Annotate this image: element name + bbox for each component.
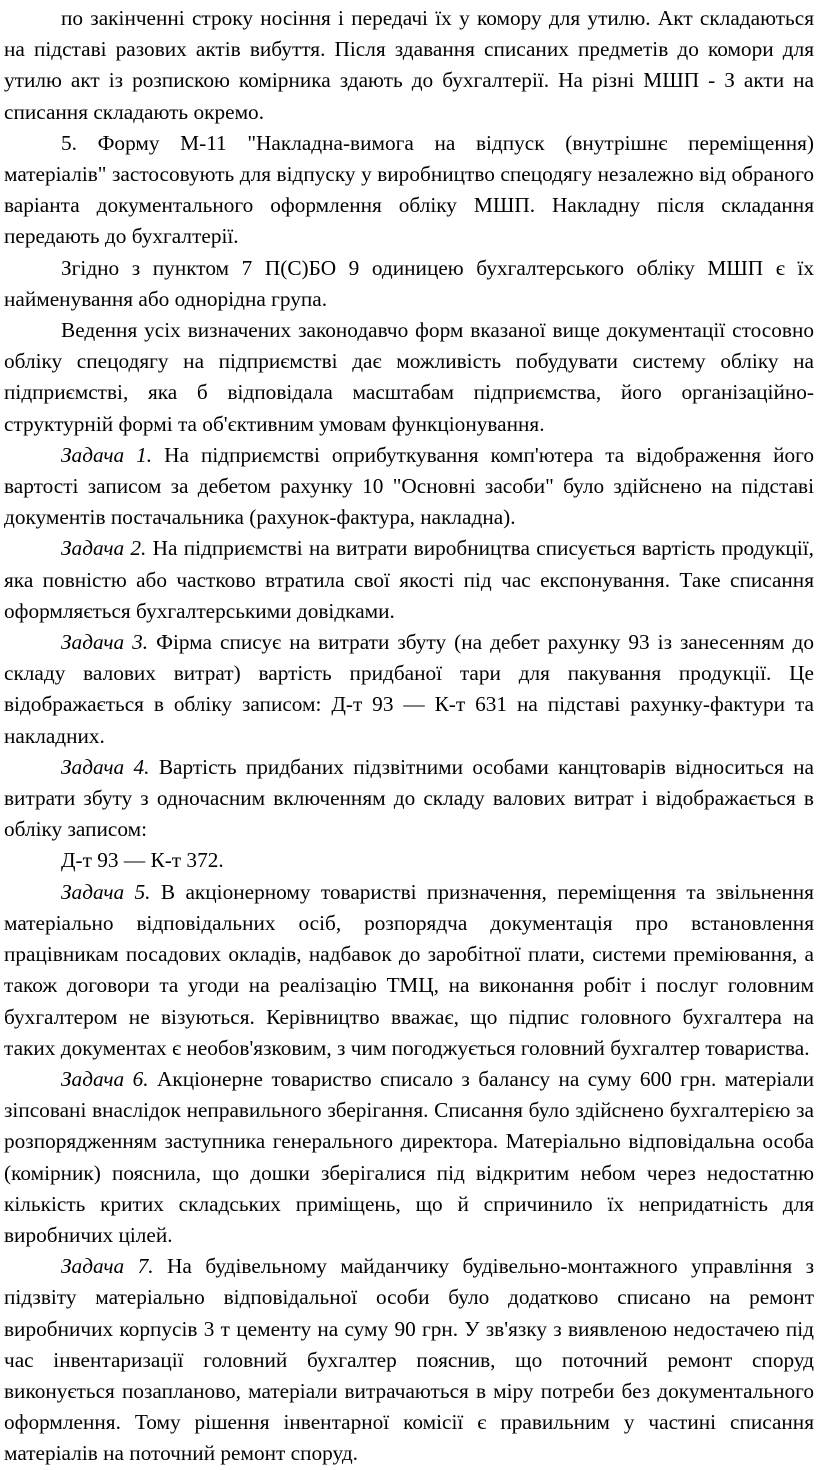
task-text: Вартість придбаних підзвітними особами канцтоварів відноситься на витрати збуту з одночасним включенням до складу валових витрат і відображається в обліку записом:	[4, 754, 814, 842]
paragraph-text: Згідно з пунктом 7 П(С)БО 9 одиницею бухгалтерського обліку МШП є їх найменування або однорідна група.	[4, 255, 814, 311]
task-5	[4, 877, 814, 1064]
paragraph-form-m11	[4, 128, 814, 253]
task-label: Задача 1.	[61, 442, 153, 467]
task-2	[4, 533, 814, 627]
task-7	[4, 1251, 814, 1469]
task-text: На підприємстві оприбуткування комп'ютера та відображення його вартості записом за дебетом рахунку 10 "Основні засоби" було здійснено на підставі документів постачальника (рахунок-фактура, накладна).	[4, 442, 814, 530]
task-4	[4, 752, 814, 846]
paragraph-accounting-unit	[4, 253, 814, 315]
task-text: Акціонерне товариство списало з балансу на суму 600 грн. матеріали зіпсовані внаслідок неправильного зберігання. Списання було здійснено бухгалтерією за розпорядженням заступника генерального директора. Матеріально відповідальна особа (комірник) пояснила, що дошки зберігалися під відкритим небом через недостатню кількість критих складських приміщень, що й спричинило їх непридатність для виробничих цілей.	[4, 1066, 814, 1247]
paragraph-continuation	[4, 3, 814, 128]
task-text: В акціонерному товаристві призначення, переміщення та звільнення матеріально відповідальних осіб, розпорядча документація про встановлення працівникам посадових окладів, надбавок до заробітної плати, системи преміювання, а також договори та угоди на реалізацію ТМЦ, на виконання робіт і послуг головним бухгалтером не візуються. Керівництво вважає, що підпис головного бухгалтера на таких документах є необов'язковим, з чим погоджується головний бухгалтер товариства.	[4, 879, 814, 1060]
paragraph-documentation	[4, 315, 814, 440]
task-3	[4, 627, 814, 752]
paragraph-text: Д-т 93 — К-т 372.	[61, 848, 224, 873]
task-1	[4, 440, 814, 534]
task-text: Фірма списує на витрати збуту (на дебет рахунку 93 із занесенням до складу валових витрат) вартість придбаної тари для пакування продукції. Це відображається в обліку записом: Д-т 93 — К-т 631 на підставі рахунку-фактури та накладних.	[4, 630, 814, 748]
task-text: На будівельному майданчику будівельно-монтажного управління з підзвіту матеріально відповідальної особи було додатково списано на ремонт виробничих корпусів 3 т цементу на суму 90 грн. У зв'язку з виявленою недостачею під час інвентаризації головний бухгалтер пояснив, що поточний ремонт споруд виконується позапланово, матеріали витрачаються в міру потреби без документального оформлення. Тому рішення інвентарної комісії є правильним у частині списання матеріалів на поточний ремонт споруд.	[4, 1254, 814, 1466]
task-label: Задача 2.	[61, 536, 147, 561]
paragraph-text: Ведення усіх визначених законодавчо форм вказаної вище документації стосовно обліку спецодягу на підприємстві дає можливість побудувати систему обліку на підприємстві, яка б відповідала масштабам підприємства, його організаційно-структурній формі та об'єктивним умовам функціонування.	[4, 318, 814, 436]
task-label: Задача 3.	[61, 630, 149, 655]
task-label: Задача 6.	[61, 1066, 149, 1091]
paragraph-text: 5. Форму М-11 "Накладна-вимога на відпуск (внутрішнє переміщення) матеріалів" застосовують для відпуску у виробництво спецодягу незалежно від обраного варіанта документального оформлення обліку МШП. Накладну після складання передають до бухгалтерії.	[4, 130, 814, 249]
task-label: Задача 5.	[61, 879, 151, 904]
task-label: Задача 4.	[61, 754, 150, 779]
paragraph-text: по закінченні строку носіння і передачі їх у комору для утилю. Акт складаються на підставі разових актів вибуття. Після здавання списаних предметів до комори для утилю акт із розпискою комірника здають до бухгалтерії. На різні МШП - З акти на списання складають окремо.	[4, 6, 814, 124]
task-text: На підприємстві на витрати виробництва списується вартість продукції, яка повністю або частково втратила свої якості під час експонування. Таке списання оформляється бухгалтерськими довідками.	[4, 536, 814, 623]
task-6	[4, 1064, 814, 1251]
task-label: Задача 7.	[61, 1254, 154, 1279]
accounting-entry	[4, 845, 814, 876]
